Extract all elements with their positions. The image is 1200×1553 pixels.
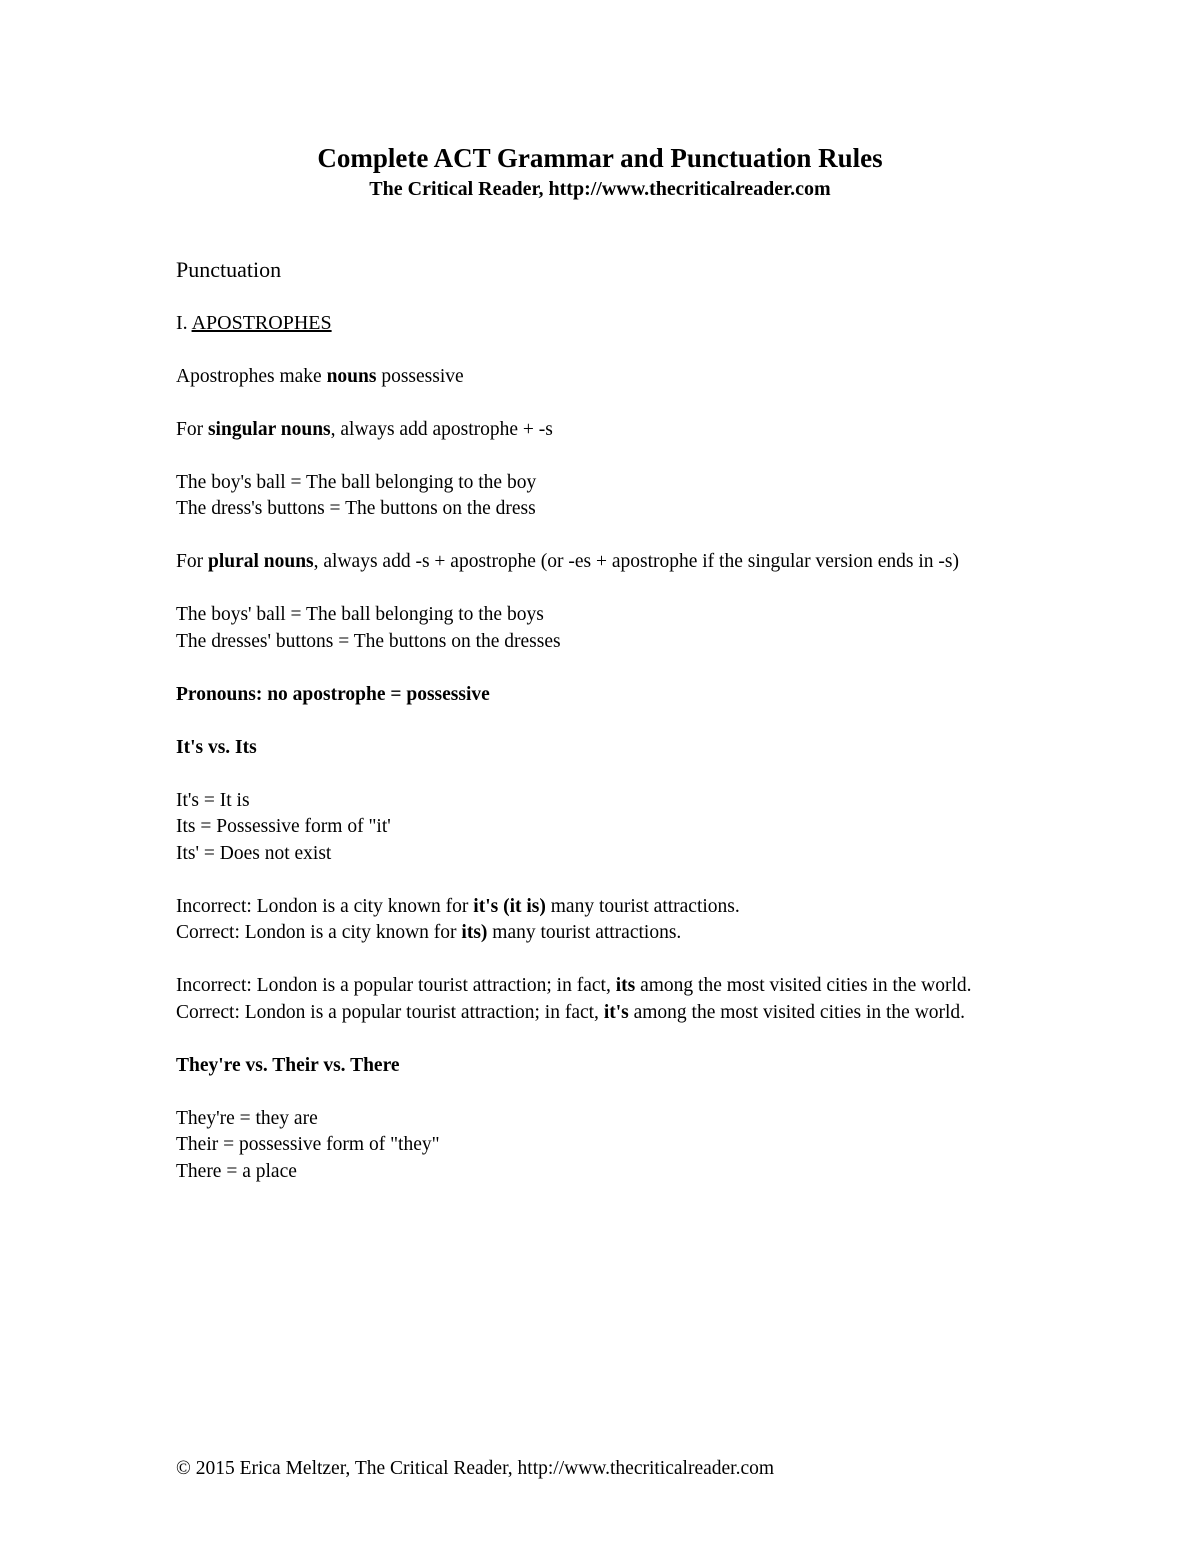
singular-rule-text: For bbox=[176, 418, 208, 440]
document-header bbox=[0, 140, 1200, 202]
plural-rule-text-end: , always add -s + apostrophe (or -es + apostrophe if the singular version ends in -s) bbox=[313, 551, 959, 572]
its-definition-3: Its' = Does not exist bbox=[176, 842, 332, 864]
singular-rule bbox=[176, 417, 1026, 444]
intro-bold: nouns bbox=[326, 365, 377, 387]
subsection-number: I. bbox=[176, 312, 192, 334]
plural-rule-bold: plural nouns bbox=[207, 551, 314, 572]
subsection-heading bbox=[176, 309, 1026, 337]
plural-rule bbox=[176, 549, 1026, 576]
theyre-definition-1: They're = they are bbox=[176, 1107, 318, 1129]
singular-rule-text-end: , always add apostrophe + -s bbox=[330, 418, 553, 440]
theyre-definition-3: There = a place bbox=[176, 1160, 297, 1182]
document-subtitle: The Critical Reader, http://www.thecriticalreader.com bbox=[369, 178, 831, 200]
its-definitions bbox=[176, 788, 1026, 868]
incorrect-example-bold: its bbox=[615, 975, 636, 996]
document-body bbox=[176, 255, 1026, 1212]
section-heading: Punctuation bbox=[176, 257, 282, 282]
singular-example-2: The dress's buttons = The buttons on the dress bbox=[176, 498, 536, 519]
subsection-title: APOSTROPHES bbox=[191, 312, 332, 334]
singular-examples bbox=[176, 470, 1026, 523]
correct-example-text-end: among the most visited cities in the world. bbox=[628, 1001, 966, 1023]
incorrect-example-text-end: many tourist attractions. bbox=[545, 895, 740, 917]
correct-example-text: Correct: London is a city known for bbox=[176, 922, 462, 943]
incorrect-example-bold: it's (it is) bbox=[473, 895, 546, 917]
singular-example-1: The boy's ball = The ball belonging to the boy bbox=[176, 471, 537, 493]
theyre-definition-2: Their = possessive form of "they" bbox=[176, 1134, 440, 1155]
correct-example-text-end: many tourist attractions. bbox=[487, 922, 682, 943]
incorrect-example-text: Incorrect: London is a popular tourist attraction; in fact, bbox=[176, 975, 616, 996]
intro-text-end: possessive bbox=[376, 365, 464, 387]
pronouns-heading: Pronouns: no apostrophe = possessive bbox=[176, 683, 490, 705]
its-example-1 bbox=[176, 894, 1026, 947]
singular-rule-bold: singular nouns bbox=[207, 418, 331, 440]
correct-example-text: Correct: London is a popular tourist attraction; in fact, bbox=[176, 1001, 604, 1023]
its-definition-2: Its = Possessive form of "it' bbox=[176, 816, 391, 837]
plural-examples bbox=[176, 602, 1026, 655]
incorrect-example-text: Incorrect: London is a city known for bbox=[176, 895, 474, 917]
plural-example-2: The dresses' buttons = The buttons on the dresses bbox=[176, 630, 561, 652]
intro-text: Apostrophes make bbox=[176, 365, 327, 387]
intro-paragraph bbox=[176, 364, 1026, 391]
plural-example-1: The boys' ball = The ball belonging to the boys bbox=[176, 604, 544, 625]
its-definition-1: It's = It is bbox=[176, 789, 250, 811]
its-example-2 bbox=[176, 973, 1026, 1026]
theyre-definitions bbox=[176, 1106, 1026, 1186]
its-heading: It's vs. Its bbox=[176, 736, 257, 758]
correct-example-bold: it's bbox=[603, 1001, 629, 1023]
incorrect-example-text-end: among the most visited cities in the world. bbox=[635, 975, 972, 996]
theyre-heading: They're vs. Their vs. There bbox=[176, 1054, 400, 1076]
plural-rule-text: For bbox=[176, 551, 208, 572]
document-title: Complete ACT Grammar and Punctuation Rules bbox=[317, 143, 883, 173]
page-footer: © 2015 Erica Meltzer, The Critical Reader, http://www.thecriticalreader.com bbox=[176, 1458, 775, 1479]
correct-example-bold: its) bbox=[461, 922, 488, 943]
